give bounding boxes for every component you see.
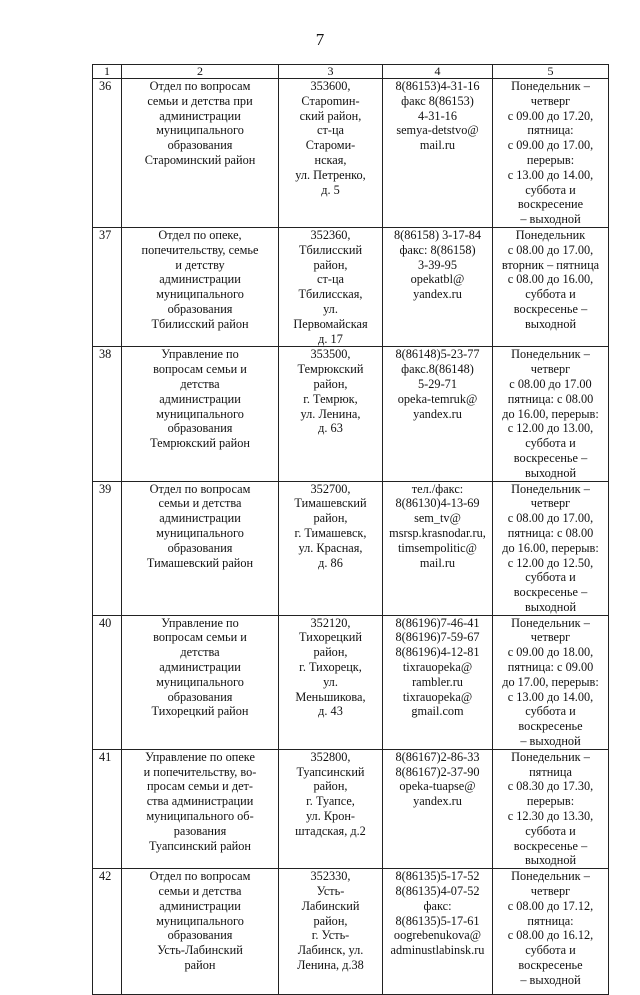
org-address: 353600, Староmин- ский район, ст-ца Староми- нская, ул. Петренко, д. 5 (279, 79, 383, 228)
row-number: 36 (93, 79, 122, 228)
table-row (93, 869, 609, 995)
org-address: 352800, Туапсинский район, г. Туапсе, ул. Крон- штадская, д.2 (279, 749, 383, 868)
org-schedule: Понедельник с 08.00 до 17.00, вторник – пятница с 08.00 до 16.00, суббота и воскресенье – выходной (493, 227, 609, 346)
org-contacts: 8(86158) 3-17-84 факс: 8(86158) 3-39-95 opekatbl@ yandex.ru (383, 227, 493, 346)
org-schedule: Понедельник – четверг с 08.00 до 17.12, пятница: с 08.00 до 16.12, суббота и воскресенье – выходной (493, 869, 609, 995)
table-row (93, 749, 609, 868)
org-schedule: Понедельник – четверг с 09.00 до 18.00, пятница: с 09.00 до 17.00, перерыв: с 13.00 до 14.00, суббота и воскресенье – выходной (493, 615, 609, 749)
org-contacts: 8(86148)5-23-77 факс.8(86148) 5-29-71 opeka-temruk@ yandex.ru (383, 347, 493, 481)
header-cell: 5 (493, 65, 609, 79)
table-row (93, 79, 609, 228)
table-row (93, 615, 609, 749)
table-row (93, 227, 609, 346)
row-number: 42 (93, 869, 122, 995)
org-schedule: Понедельник – четверг с 09.00 до 17.20, пятница: с 09.00 до 17.00, перерыв: с 13.00 до 14.00, суббота и воскресение – выходной (493, 79, 609, 228)
row-number: 38 (93, 347, 122, 481)
row-number: 41 (93, 749, 122, 868)
org-schedule: Понедельник – четверг с 08.00 до 17.00, пятница: с 08.00 до 16.00, перерыв: с 12.00 до 12.50, суббота и воскресенье – выходной (493, 481, 609, 615)
org-name: Отдел по вопросам семьи и детства администрации муниципального образования Усть-Лабинский район (122, 869, 279, 995)
org-schedule: Понедельник – четверг с 08.00 до 17.00 пятница: с 08.00 до 16.00, перерыв: с 12.00 до 13.00, суббота и воскресенье – выходной (493, 347, 609, 481)
row-number: 37 (93, 227, 122, 346)
header-cell: 2 (122, 65, 279, 79)
org-address: 352330, Усть- Лабинский район, г. Усть- Лабинск, ул. Ленина, д.38 (279, 869, 383, 995)
header-cell: 4 (383, 65, 493, 79)
header-cell: 1 (93, 65, 122, 79)
org-name: Отдел по вопросам семьи и детства при администрации муниципального образования Староминский район (122, 79, 279, 228)
org-contacts: 8(86167)2-86-33 8(86167)2-37-90 opeka-tuapse@ yandex.ru (383, 749, 493, 868)
row-number: 39 (93, 481, 122, 615)
page-number: 7 (315, 30, 325, 49)
table-header-row (93, 65, 609, 79)
org-name: Управление по опеке и попечительству, во- просам семьи и дет- ства администрации муниципального об- разования Туапсинский район (122, 749, 279, 868)
org-schedule: Понедельник – пятница с 08.30 до 17.30, перерыв: с 12.30 до 13.30, суббота и воскресенье – выходной (493, 749, 609, 868)
registry-table (92, 64, 609, 995)
table-row (93, 481, 609, 615)
org-contacts: тел./факс: 8(86130)4-13-69 sem_tv@ msrsp.krasnodar.ru, timsempolitic@ mail.ru (383, 481, 493, 615)
org-contacts: 8(86196)7-46-41 8(86196)7-59-67 8(86196)4-12-81 tixrauopeka@ rambler.ru tixrauopeka@ gmail.com (383, 615, 493, 749)
table-row (93, 347, 609, 481)
org-address: 353500, Темрюкский район, г. Темрюк, ул. Ленина, д. 63 (279, 347, 383, 481)
org-address: 352360, Тбилисский район, ст-ца Тбилисская, ул. Первомайская д. 17 (279, 227, 383, 346)
org-contacts: 8(86153)4-31-16 факс 8(86153) 4-31-16 semya-detstvo@ mail.ru (383, 79, 493, 228)
org-name: Отдел по вопросам семьи и детства администрации муниципального образования Тимашевский район (122, 481, 279, 615)
org-address: 352120, Тихорецкий район, г. Тихорецк, ул. Меньшикова, д. 43 (279, 615, 383, 749)
row-number: 40 (93, 615, 122, 749)
header-cell: 3 (279, 65, 383, 79)
org-address: 352700, Тимашевский район, г. Тимашевск, ул. Красная, д. 86 (279, 481, 383, 615)
org-name: Отдел по опеке, попечительству, семье и детству администрации муниципального образования Тбилисский район (122, 227, 279, 346)
org-contacts: 8(86135)5-17-52 8(86135)4-07-52 факс: 8(86135)5-17-61 oogrebenukova@ adminustlabinsk.ru (383, 869, 493, 995)
org-name: Управление по вопросам семьи и детства администрации муниципального образования Темрюкский район (122, 347, 279, 481)
org-name: Управление по вопросам семьи и детства администрации муниципального образования Тихорецкий район (122, 615, 279, 749)
